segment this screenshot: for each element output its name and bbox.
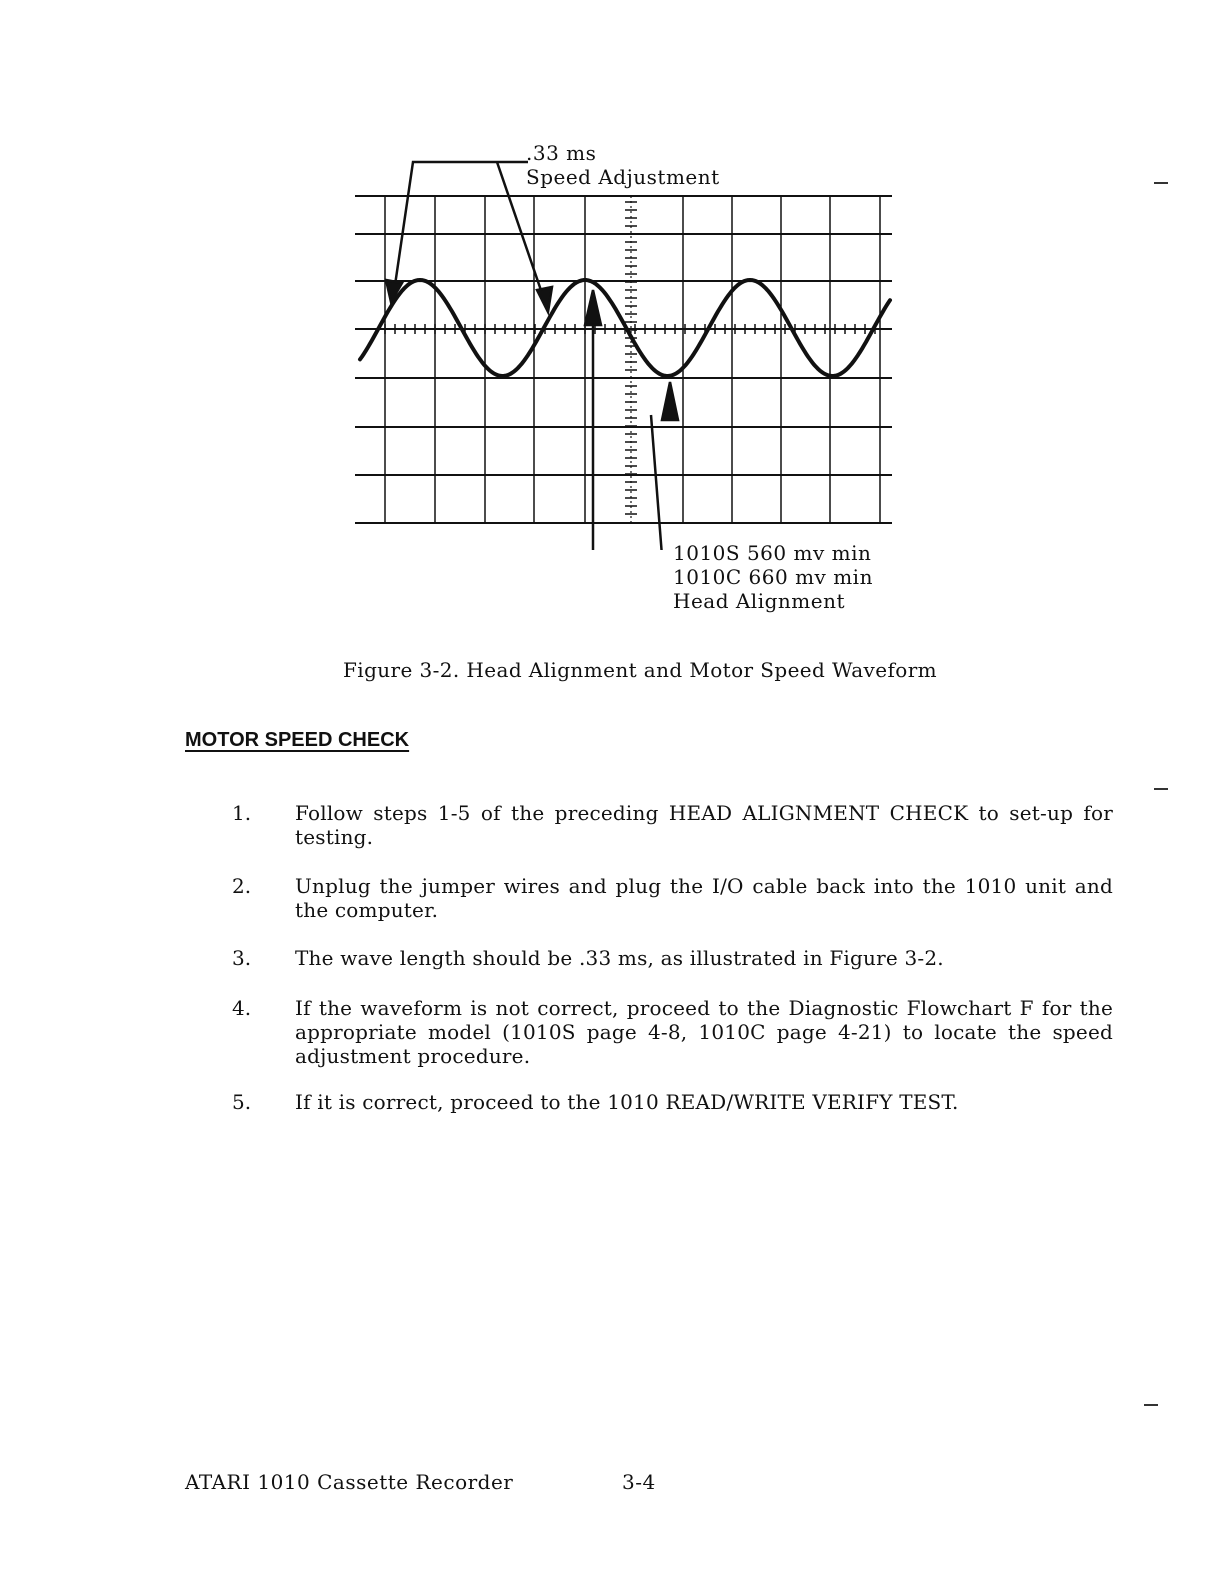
step-number: 5.	[232, 1090, 252, 1114]
step-text: The wave length should be .33 ms, as illustrated in Figure 3-2.	[295, 946, 944, 970]
speed-adjustment-label: Speed Adjustment	[526, 165, 720, 189]
spec-1010c-label: 1010C 660 mv min	[673, 565, 873, 589]
oscilloscope-figure	[340, 130, 900, 550]
edge-mark	[1154, 182, 1168, 184]
spec-1010s-label: 1010S 560 mv min	[673, 541, 872, 565]
footer-title: ATARI 1010 Cassette Recorder	[185, 1470, 514, 1494]
step-number: 1.	[232, 801, 252, 825]
step-text: Unplug the jumper wires and plug the I/O cable back into the 1010 unit and the computer.	[295, 874, 1113, 922]
edge-mark	[1144, 1404, 1158, 1406]
step-number: 4.	[232, 996, 252, 1020]
step-number: 3.	[232, 946, 252, 970]
section-heading: MOTOR SPEED CHECK	[185, 729, 410, 751]
head-alignment-annotation	[673, 541, 873, 613]
head-alignment-label: Head Alignment	[673, 589, 845, 613]
step-text: If it is correct, proceed to the 1010 READ/WRITE VERIFY TEST.	[295, 1090, 959, 1114]
graticule-ticks	[385, 202, 875, 514]
figure-caption: Figure 3-2. Head Alignment and Motor Speed Waveform	[343, 658, 938, 682]
edge-mark	[1154, 788, 1168, 790]
step-number: 2.	[232, 874, 252, 898]
speed-annotation	[526, 141, 720, 189]
step-text: If the waveform is not correct, proceed to the Diagnostic Flowchart F for the appropriate model (1010S page 4-8, 1010C page 4-21) to locate the speed adjustment procedure.	[295, 996, 1113, 1068]
page-number: 3-4	[622, 1470, 656, 1494]
step-text: Follow steps 1-5 of the preceding HEAD ALIGNMENT CHECK to set-up for testing.	[295, 801, 1113, 849]
period-label: .33 ms	[526, 141, 597, 165]
